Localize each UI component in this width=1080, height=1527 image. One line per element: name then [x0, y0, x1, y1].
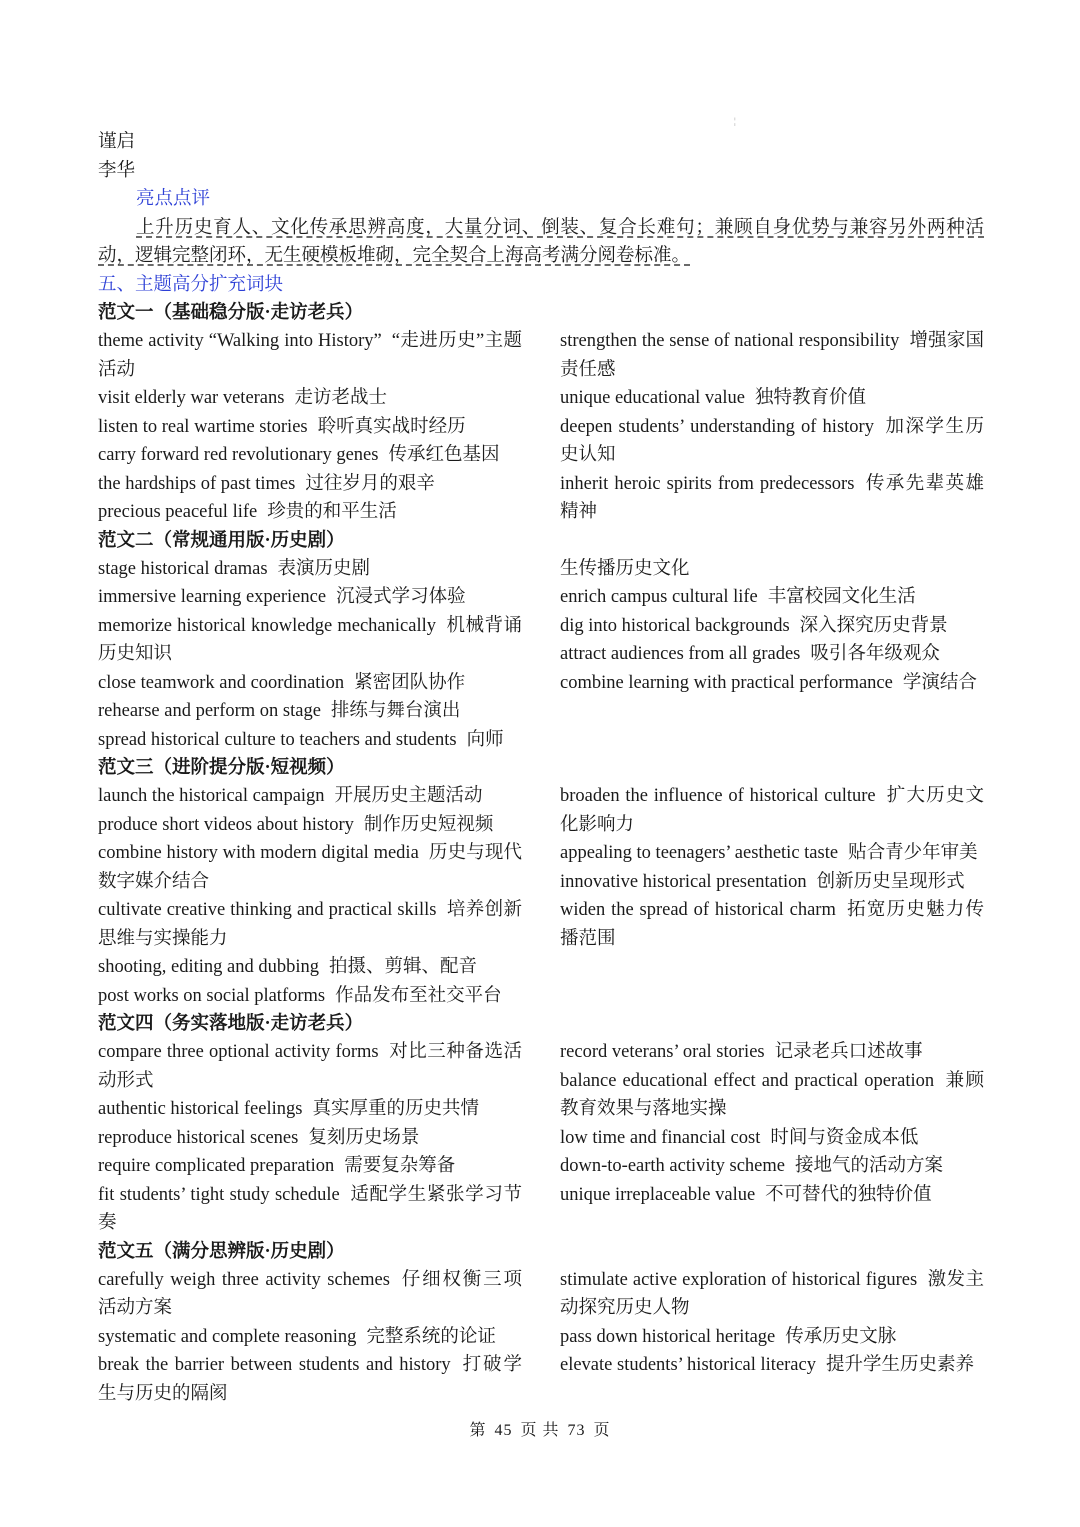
phrase-english: carefully weigh three activity schemes — [98, 1269, 390, 1290]
phrase-chinese: 紧密团队协作 — [354, 672, 466, 693]
left-column — [98, 555, 522, 755]
phrase-english: fit students’ tight study schedule — [98, 1184, 340, 1205]
document-body — [98, 128, 984, 1408]
footer-suffix: 页 — [593, 1422, 611, 1439]
footer-page-number: 45 — [494, 1422, 513, 1439]
phrase-item — [560, 413, 984, 470]
phrase-block — [98, 782, 984, 1010]
footer-middle: 页 共 — [520, 1422, 560, 1439]
group-heading: 范文五（满分思辨版·历史剧） — [98, 1241, 345, 1262]
phrase-english: inherit heroic spirits from predecessors — [560, 473, 855, 494]
phrase-chinese: 激发主动探究历史人物 — [560, 1269, 984, 1318]
phrase-english: authentic historical feelings — [98, 1099, 303, 1119]
phrase-item — [98, 982, 522, 1011]
phrase-chinese: 制作历史短视频 — [363, 814, 494, 835]
phrase-chinese: 吸引各年级观众 — [810, 644, 940, 664]
group-heading: 范文一（基础稳分版·走访老兵） — [98, 303, 364, 323]
phrase-item — [98, 1038, 522, 1095]
phrase-english: compare three optional activity forms — [98, 1042, 379, 1062]
phrase-english: broaden the influence of historical culture — [560, 786, 876, 806]
phrase-english: strengthen the sense of national responsibility — [560, 331, 900, 351]
phrase-chinese: 需要复杂筹备 — [344, 1156, 456, 1176]
phrase-english: post works on social platforms — [98, 985, 326, 1006]
phrase-english: listen to real wartime stories — [98, 416, 308, 437]
right-column — [560, 1266, 984, 1409]
phrase-english: the hardships of past times — [98, 473, 296, 494]
phrase-english: carry forward red revolutionary genes — [98, 445, 379, 465]
phrase-chinese: 向师 — [466, 729, 504, 750]
phrase-chinese: 历史与现代数字媒介结合 — [98, 843, 522, 892]
phrase-chinese: 加深学生历史认知 — [560, 416, 984, 465]
phrase-chinese: 拍摄、剪辑、配音 — [328, 957, 477, 977]
phrase-item — [560, 555, 984, 584]
phrase-item — [98, 413, 522, 442]
margin-mark: ¦ — [734, 116, 736, 126]
phrase-chinese: 机械背诵历史知识 — [98, 615, 522, 664]
phrase-chinese: 过往岁月的艰辛 — [305, 473, 435, 494]
phrase-chinese: 贴合青少年审美 — [848, 843, 978, 863]
phrase-item — [560, 669, 984, 698]
phrase-english: theme activity “Walking into History” — [98, 331, 382, 351]
phrase-chinese: 打破学生与历史的隔阂 — [98, 1355, 522, 1404]
left-column — [98, 782, 522, 1010]
phrase-english: low time and financial cost — [560, 1127, 761, 1148]
phrase-chinese: 走访老战士 — [294, 388, 387, 408]
phrase-item — [560, 1266, 984, 1323]
phrase-item — [98, 1351, 522, 1408]
phrase-item — [560, 1124, 984, 1153]
phrase-chinese: “走进历史”主题活动 — [98, 331, 522, 380]
phrase-item — [560, 896, 984, 953]
group-heading: 范文三（进阶提分版·短视频） — [98, 758, 345, 778]
phrase-english: immersive learning experience — [98, 587, 327, 607]
phrase-item — [98, 1152, 522, 1181]
phrase-chinese: 真实厚重的历史共情 — [312, 1099, 479, 1119]
phrase-item — [98, 669, 522, 698]
phrase-item — [560, 1323, 984, 1352]
footer-prefix: 第 — [469, 1422, 487, 1439]
phrase-item — [98, 811, 522, 840]
phrase-item — [98, 441, 522, 470]
phrase-item — [98, 1095, 522, 1124]
phrase-chinese: 作品发布至社交平台 — [335, 985, 502, 1006]
left-column — [98, 327, 522, 527]
phrase-item — [98, 498, 522, 527]
group-heading: 范文二（常规通用版·历史剧） — [98, 530, 345, 551]
phrase-english: pass down historical heritage — [560, 1326, 776, 1347]
phrase-chinese: 表演历史剧 — [277, 558, 371, 579]
phrase-english: combine learning with practical performance — [560, 672, 893, 693]
phrase-item — [560, 583, 984, 612]
phrase-english: stimulate active exploration of historical figures — [560, 1269, 918, 1290]
phrase-block — [98, 1266, 984, 1409]
phrase-chinese: 聆听真实战时经历 — [317, 416, 466, 437]
phrase-item — [98, 896, 522, 953]
phrase-item — [98, 612, 522, 669]
phrase-item — [560, 1351, 984, 1380]
right-column — [560, 782, 984, 1010]
phrase-chinese: 创新历史呈现形式 — [816, 871, 965, 892]
phrase-english: widen the spread of historical charm — [560, 900, 836, 920]
phrase-item — [98, 470, 522, 499]
phrase-block — [98, 1038, 984, 1238]
phrase-chinese: 提升学生历史素养 — [825, 1355, 974, 1375]
phrase-chinese: 生传播历史文化 — [560, 558, 690, 579]
phrase-chinese: 独特教育价值 — [754, 388, 866, 408]
phrase-item — [560, 384, 984, 413]
phrase-english: cultivate creative thinking and practical skills — [98, 900, 437, 920]
page-footer — [0, 1417, 1080, 1440]
left-column — [98, 1266, 522, 1409]
phrase-chinese: 仔细权衡三项活动方案 — [98, 1269, 522, 1318]
phrase-english: enrich campus cultural life — [560, 587, 758, 607]
phrase-item — [560, 1181, 984, 1210]
phrase-item — [98, 1181, 522, 1238]
phrase-english: appealing to teenagers’ aesthetic taste — [560, 843, 839, 863]
phrase-chinese: 传承红色基因 — [388, 445, 500, 465]
phrase-chinese: 扩大历史文化影响力 — [560, 786, 984, 835]
phrase-english: close teamwork and coordination — [98, 672, 345, 693]
phrase-chinese: 开展历史主题活动 — [334, 786, 483, 806]
phrase-english: deepen students’ understanding of history — [560, 416, 874, 437]
phrase-english: dig into historical backgrounds — [560, 615, 790, 636]
phrase-chinese: 传承历史文脉 — [785, 1326, 897, 1347]
phrase-chinese: 适配学生紧张学习节奏 — [98, 1184, 522, 1233]
phrase-english: attract audiences from all grades — [560, 644, 801, 664]
phrase-english: record veterans’ oral stories — [560, 1042, 765, 1062]
phrase-item — [560, 839, 984, 868]
phrase-chinese: 兼顾教育效果与落地实操 — [560, 1070, 984, 1119]
phrase-english: rehearse and perform on stage — [98, 701, 321, 721]
phrase-english: break the barrier between students and history — [98, 1355, 451, 1375]
phrase-chinese: 记录老兵口述故事 — [774, 1042, 923, 1062]
right-column — [560, 555, 984, 755]
phrase-item — [560, 868, 984, 897]
phrase-english: innovative historical presentation — [560, 871, 807, 892]
phrase-item — [98, 782, 522, 811]
letter-signature: 李华 — [98, 160, 136, 181]
phrase-item — [560, 612, 984, 641]
phrase-chinese: 不可替代的独特价值 — [765, 1184, 932, 1205]
phrase-item — [560, 1067, 984, 1124]
phrase-item — [98, 726, 522, 755]
phrase-english: shooting, editing and dubbing — [98, 957, 319, 977]
phrase-item — [560, 782, 984, 839]
phrase-item — [98, 327, 522, 384]
phrase-chinese: 接地气的活动方案 — [795, 1156, 944, 1176]
phrase-block — [98, 555, 984, 755]
phrase-groups — [98, 299, 984, 1408]
phrase-block — [98, 327, 984, 527]
phrase-chinese: 增强家国责任感 — [560, 331, 984, 380]
phrase-item — [98, 1124, 522, 1153]
phrase-english: elevate students’ historical literacy — [560, 1355, 816, 1375]
phrase-item — [98, 583, 522, 612]
phrase-chinese: 对比三种备选活动形式 — [98, 1042, 522, 1091]
phrase-item — [560, 1038, 984, 1067]
phrase-english: systematic and complete reasoning — [98, 1326, 357, 1347]
phrase-english: reproduce historical scenes — [98, 1127, 299, 1148]
letter-salutation: 谨启 — [98, 132, 136, 152]
phrase-item — [98, 1266, 522, 1323]
phrase-item — [98, 953, 522, 982]
phrase-chinese: 传承先辈英雄精神 — [560, 473, 984, 522]
phrase-english: combine history with modern digital media — [98, 843, 419, 863]
phrase-item — [98, 697, 522, 726]
phrase-english: balance educational effect and practical operation — [560, 1070, 935, 1091]
phrase-english: require complicated preparation — [98, 1156, 335, 1176]
phrase-chinese: 培养创新思维与实操能力 — [98, 900, 522, 949]
phrase-english: unique irreplaceable value — [560, 1184, 756, 1205]
phrase-item — [98, 839, 522, 896]
phrase-english: launch the historical campaign — [98, 786, 325, 806]
phrase-chinese: 丰富校园文化生活 — [767, 587, 916, 607]
phrase-english: stage historical dramas — [98, 558, 268, 579]
group-heading: 范文四（务实落地版·走访老兵） — [98, 1014, 364, 1034]
phrase-chinese: 沉浸式学习体验 — [336, 587, 466, 607]
phrase-chinese: 复刻历史场景 — [308, 1127, 420, 1148]
left-column — [98, 1038, 522, 1238]
phrase-english: visit elderly war veterans — [98, 388, 285, 408]
phrase-chinese: 学演结合 — [902, 672, 977, 693]
phrase-chinese: 珍贵的和平生活 — [267, 502, 397, 522]
right-column — [560, 327, 984, 527]
review-title: 亮点点评 — [136, 189, 211, 209]
phrase-chinese: 深入探究历史背景 — [799, 615, 948, 636]
phrase-english: down-to-earth activity scheme — [560, 1156, 785, 1176]
phrase-item — [98, 1323, 522, 1352]
phrase-english: spread historical culture to teachers and students — [98, 729, 457, 750]
phrase-english: memorize historical knowledge mechanically — [98, 615, 436, 636]
right-column — [560, 1038, 984, 1238]
phrase-english: unique educational value — [560, 388, 745, 408]
phrase-english: precious peaceful life — [98, 502, 258, 522]
phrase-chinese: 时间与资金成本低 — [770, 1127, 919, 1148]
phrase-item — [98, 555, 522, 584]
phrase-chinese: 排练与舞台演出 — [330, 701, 461, 721]
footer-total-pages: 73 — [567, 1422, 586, 1439]
phrase-english: produce short videos about history — [98, 814, 354, 835]
section-title: 五、主题高分扩充词块 — [98, 274, 284, 295]
phrase-item — [560, 640, 984, 669]
review-text: 上升历史育人、文化传承思辨高度，大量分词、倒装、复合长难句；兼顾自身优势与兼容另外两种活动，逻辑完整闭环，无生硬模板堆砌，完全契合上海高考满分阅卷标准。 — [98, 217, 984, 266]
phrase-item — [560, 470, 984, 527]
phrase-chinese: 完整系统的论证 — [366, 1326, 496, 1347]
phrase-item — [560, 327, 984, 384]
phrase-chinese: 拓宽历史魅力传播范围 — [560, 900, 984, 949]
phrase-item — [560, 1152, 984, 1181]
phrase-item — [98, 384, 522, 413]
